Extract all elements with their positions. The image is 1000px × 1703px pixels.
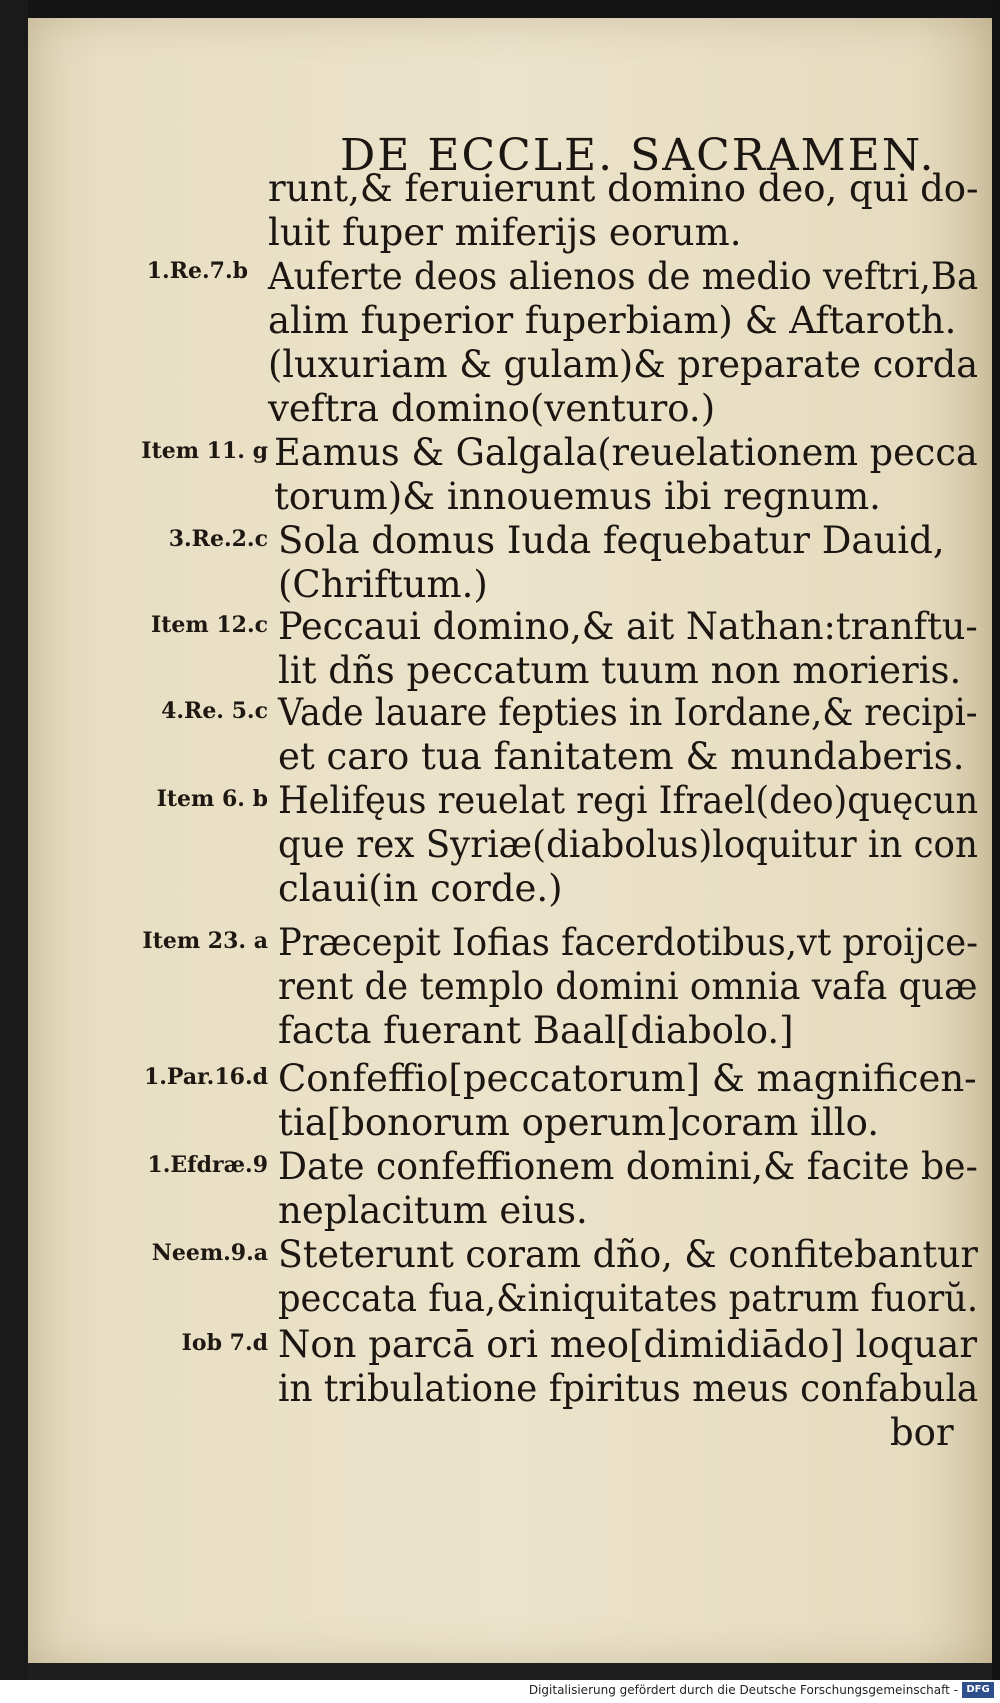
text-line: veftra domino(venturo.) [268,387,716,430]
text-line: claui(in corde.) [278,867,563,910]
scan-border-right [992,0,1000,1703]
text-line: Peccaui domino,& ait Nathan:tranftu- [278,605,978,648]
text-line: Præcepit Iofias facerdotibus,vt proijce- [278,921,979,964]
text-line: Eamus & Galgala(reuelationem pecca [274,431,978,474]
text-line: que rex Syriæ(diabolus)loquitur in con [278,823,978,866]
text-line: et caro tua fanitatem & mundaberis. [278,735,965,778]
margin-reference: Iob 7.d [181,1330,268,1356]
text-line: Vade lauare fepties in Iordane,& recipi- [278,691,978,734]
text-line: lit dñs peccatum tuum non morieris. [278,649,962,692]
text-line: rent de templo domini omnia vafa quæ [278,965,978,1008]
margin-reference: 1.Re.7.b [146,258,248,284]
margin-reference: 1.Par.16.d [143,1064,268,1090]
text-line: torum)& innouemus ibi regnum. [274,475,881,518]
margin-reference: 1.Efdræ.9 [147,1152,268,1178]
text-line: bor [890,1411,954,1454]
text-line: luit fuper miferijs eorum. [268,211,742,254]
text-line: facta fuerant Baal[diabolo.] [278,1009,794,1052]
text-line: tia[bonorum operum]coram illo. [278,1101,879,1144]
scan-border-left [0,0,28,1703]
text-line: (Chriftum.) [278,563,488,606]
text-line: (luxuriam & gulam)& preparate corda [268,343,979,386]
text-line: Date confeffionem domini,& facite be- [278,1145,978,1188]
running-head: DE ECCLE. SACRAMEN. [340,130,936,181]
funding-credit: Digitalisierung gefördert durch die Deutsche Forschungsgemeinschaft - [528,1683,958,1697]
text-line: in tribulatione fpiritus meus confabula [278,1367,979,1410]
dfg-logo: DFG [962,1682,994,1698]
margin-reference: Item 23. a [142,928,268,954]
book-page [28,18,992,1663]
margin-reference: Item 11. g [141,438,268,464]
text-line: Confeffio[peccatorum] & magnificen- [278,1057,977,1100]
text-line: Auferte deos alienos de medio veftri,Ba [268,255,979,298]
text-line: Helifęus reuelat regi Ifrael(deo)quęcun [278,779,979,822]
margin-reference: Neem.9.a [151,1240,268,1266]
text-line: Non parcā ori meo[dimidiādo] loquar [278,1323,978,1366]
margin-reference: Item 12.c [150,612,268,638]
text-line: runt,& feruierunt domino deo, qui do- [268,167,979,210]
text-line: peccata fua,&iniquitates patrum fuorŭ. [278,1277,979,1320]
text-line: alim fuperior fuperbiam) & Aftaroth. [268,299,957,342]
margin-reference: Item 6. b [156,786,268,812]
text-line: Sola domus Iuda fequebatur Dauid, [278,519,945,562]
text-line: Steterunt coram dño, & confitebantur [278,1233,978,1276]
margin-reference: 4.Re. 5.c [161,698,268,724]
margin-reference: 3.Re.2.c [168,526,268,552]
text-line: neplacitum eius. [278,1189,588,1232]
